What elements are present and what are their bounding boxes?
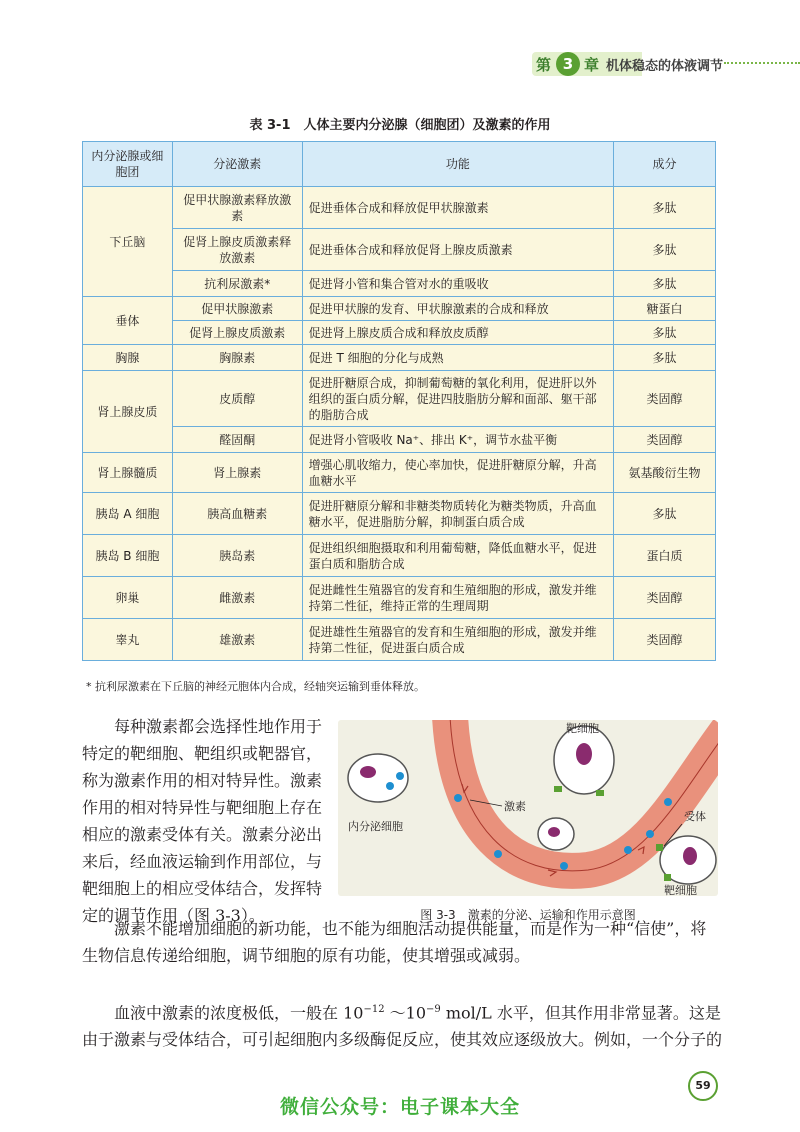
- chapter-suffix: 章: [584, 56, 600, 74]
- concentration-suffix: mol/L 水平，但其作用非常显著。这是由于激素与受体结合，可引起细胞内多级酶促反应，使其效应逐级放大。例如，一个分子的: [82, 1003, 723, 1050]
- hormone-table: [82, 141, 716, 661]
- exponent-1: −12: [363, 1004, 385, 1015]
- chapter-title: 机体稳态的体液调节: [606, 59, 724, 74]
- hormone-cell: 醛固酮: [172, 427, 302, 453]
- endocrine-cell-label: 内分泌细胞: [348, 820, 403, 833]
- function-cell: 促进甲状腺的发育、甲状腺激素的合成和释放: [302, 297, 613, 321]
- function-cell: 促进肾上腺皮质合成和释放皮质醇: [302, 321, 613, 345]
- hormone-label: 激素: [504, 800, 526, 813]
- component-cell: 类固醇: [614, 619, 716, 661]
- component-cell: 多肽: [614, 493, 716, 535]
- function-cell: 促进 T 细胞的分化与成熟: [302, 345, 613, 371]
- hormone-cell: 胰岛素: [172, 535, 302, 577]
- hormone-molecule: [454, 794, 462, 802]
- component-cell: 多肽: [614, 321, 716, 345]
- table-row: [83, 345, 716, 371]
- gland-cell: 睾丸: [83, 619, 173, 661]
- function-cell: 促进肝糖原合成，抑制葡萄糖的氧化利用，促进肝以外组织的蛋白质分解，促进四肢脂肪分解和面部、躯干部的脂肪合成: [302, 371, 613, 427]
- exponent-2: −9: [426, 1004, 441, 1015]
- component-cell: 多肽: [614, 187, 716, 229]
- hormone-cell: 皮质醇: [172, 371, 302, 427]
- gland-cell: 胸腺: [83, 345, 173, 371]
- function-cell: 促进垂体合成和释放促肾上腺皮质激素: [302, 229, 613, 271]
- table-footnote: * 抗利尿激素在下丘脑的神经元胞体内合成，经轴突运输到垂体释放。: [86, 680, 425, 693]
- function-cell: 增强心肌收缩力，使心率加快，促进肝糖原分解，升高血糖水平: [302, 453, 613, 493]
- header-component: 成分: [614, 142, 716, 187]
- receptor: [656, 844, 663, 851]
- target-nucleus: [683, 847, 697, 865]
- chapter-prefix: 第: [536, 56, 552, 74]
- hormone-cell: 促肾上腺皮质激素释放激素: [172, 229, 302, 271]
- hormone-cell: 胰高血糖素: [172, 493, 302, 535]
- target-cell-top-label: 靶细胞: [566, 722, 599, 735]
- target-nucleus: [576, 743, 592, 765]
- chapter-header: [532, 52, 800, 76]
- function-cell: 促进肾小管吸收 Na⁺、排出 K⁺，调节水盐平衡: [302, 427, 613, 453]
- gland-cell: 垂体: [83, 297, 173, 345]
- table-row: [83, 321, 716, 345]
- component-cell: 蛋白质: [614, 535, 716, 577]
- hormone-cell: 促甲状腺激素释放激素: [172, 187, 302, 229]
- table-row: [83, 493, 716, 535]
- paragraph-specificity: 每种激素都会选择性地作用于特定的靶细胞、靶组织或靶器官，称为激素作用的相对特异性。激素作用的相对特异性与靶细胞上存在相应的激素受体有关。激素分泌出来后，经血液运输到作用部位，与靶细胞上的相应受体结合，发挥特定的调节作用（图 3-3）。: [82, 717, 323, 925]
- component-cell: 氨基酸衍生物: [614, 453, 716, 493]
- target-cell-bottom-label: 靶细胞: [664, 884, 697, 896]
- header-hormone: 分泌激素: [172, 142, 302, 187]
- function-cell: 促进肾小管和集合管对水的重吸收: [302, 271, 613, 297]
- endocrine-nucleus: [360, 766, 376, 778]
- table-row: [83, 187, 716, 229]
- receptor: [664, 874, 671, 881]
- function-cell: 促进肝糖原分解和非糖类物质转化为糖类物质，升高血糖水平，促进脂肪分解，抑制蛋白质合成: [302, 493, 613, 535]
- table-header-row: [83, 142, 716, 187]
- table-row: [83, 619, 716, 661]
- table-row: [83, 371, 716, 427]
- hormone-molecule: [664, 798, 672, 806]
- paragraph-concentration: [82, 996, 722, 1053]
- table-row: [83, 229, 716, 271]
- gland-cell: 下丘脑: [83, 187, 173, 297]
- hormone-cell: 促肾上腺皮质激素: [172, 321, 302, 345]
- function-cell: 促进雄性生殖器官的发育和生殖细胞的形成，激发并维持第二性征，促进蛋白质合成: [302, 619, 613, 661]
- chapter-number: 3: [556, 52, 580, 76]
- gland-cell: 胰岛 B 细胞: [83, 535, 173, 577]
- hormone-cell: 雄激素: [172, 619, 302, 661]
- hormone-molecule: [396, 772, 404, 780]
- hormone-molecule: [386, 782, 394, 790]
- table-caption: 表 3-1 人体主要内分泌腺（细胞团）及激素的作用: [249, 118, 551, 133]
- function-cell: 促进垂体合成和释放促甲状腺激素: [302, 187, 613, 229]
- table-row: [83, 453, 716, 493]
- component-cell: 多肽: [614, 345, 716, 371]
- gland-cell: 胰岛 A 细胞: [83, 493, 173, 535]
- receptor: [554, 786, 562, 792]
- concentration-prefix: 血液中激素的浓度极低，一般在 10: [114, 1003, 364, 1023]
- header-function: 功能: [302, 142, 613, 187]
- hormone-cell: 抗利尿激素*: [172, 271, 302, 297]
- paragraph-messenger: 激素不能增加细胞的新功能，也不能为细胞活动提供能量，而是作为一种“信使”，将生物信息传递给细胞，调节细胞的原有功能，使其增强或减弱。: [82, 919, 707, 965]
- figure-caption: 图 3-3 激素的分泌、运输和作用示意图: [420, 908, 636, 922]
- table-row: [83, 427, 716, 453]
- hormone-molecule: [560, 862, 568, 870]
- receptor-label: 受体: [684, 810, 706, 823]
- component-cell: 类固醇: [614, 427, 716, 453]
- hormone-cell: 肾上腺素: [172, 453, 302, 493]
- hormone-figure: [338, 720, 718, 896]
- hormone-cell: 雌激素: [172, 577, 302, 619]
- table-row: [83, 297, 716, 321]
- hormone-cell: 促甲状腺激素: [172, 297, 302, 321]
- gland-cell: 卵巢: [83, 577, 173, 619]
- hormone-molecule: [646, 830, 654, 838]
- table-row: [83, 271, 716, 297]
- component-cell: 多肽: [614, 229, 716, 271]
- hormone-diagram: [338, 720, 718, 896]
- component-cell: 糖蛋白: [614, 297, 716, 321]
- gland-cell: 肾上腺皮质: [83, 371, 173, 453]
- hormone-molecule: [624, 846, 632, 854]
- receptor: [596, 790, 604, 796]
- header-dotted-line: [724, 62, 800, 64]
- table-row: [83, 535, 716, 577]
- component-cell: 类固醇: [614, 577, 716, 619]
- table-row: [83, 577, 716, 619]
- hormone-molecule: [494, 850, 502, 858]
- gland-cell: 肾上腺髓质: [83, 453, 173, 493]
- footer-banner: 微信公众号：电子课本大全: [279, 1096, 520, 1118]
- concentration-mid: ～10: [384, 1003, 427, 1023]
- page-number: 59: [688, 1071, 718, 1101]
- header-gland: 内分泌腺或细胞团: [83, 142, 173, 187]
- small-target-nucleus: [548, 827, 560, 837]
- function-cell: 促进雌性生殖器官的发育和生殖细胞的形成，激发并维持第二性征，维持正常的生理周期: [302, 577, 613, 619]
- hormone-cell: 胸腺素: [172, 345, 302, 371]
- function-cell: 促进组织细胞摄取和利用葡萄糖，降低血糖水平，促进蛋白质和脂肪合成: [302, 535, 613, 577]
- component-cell: 类固醇: [614, 371, 716, 427]
- component-cell: 多肽: [614, 271, 716, 297]
